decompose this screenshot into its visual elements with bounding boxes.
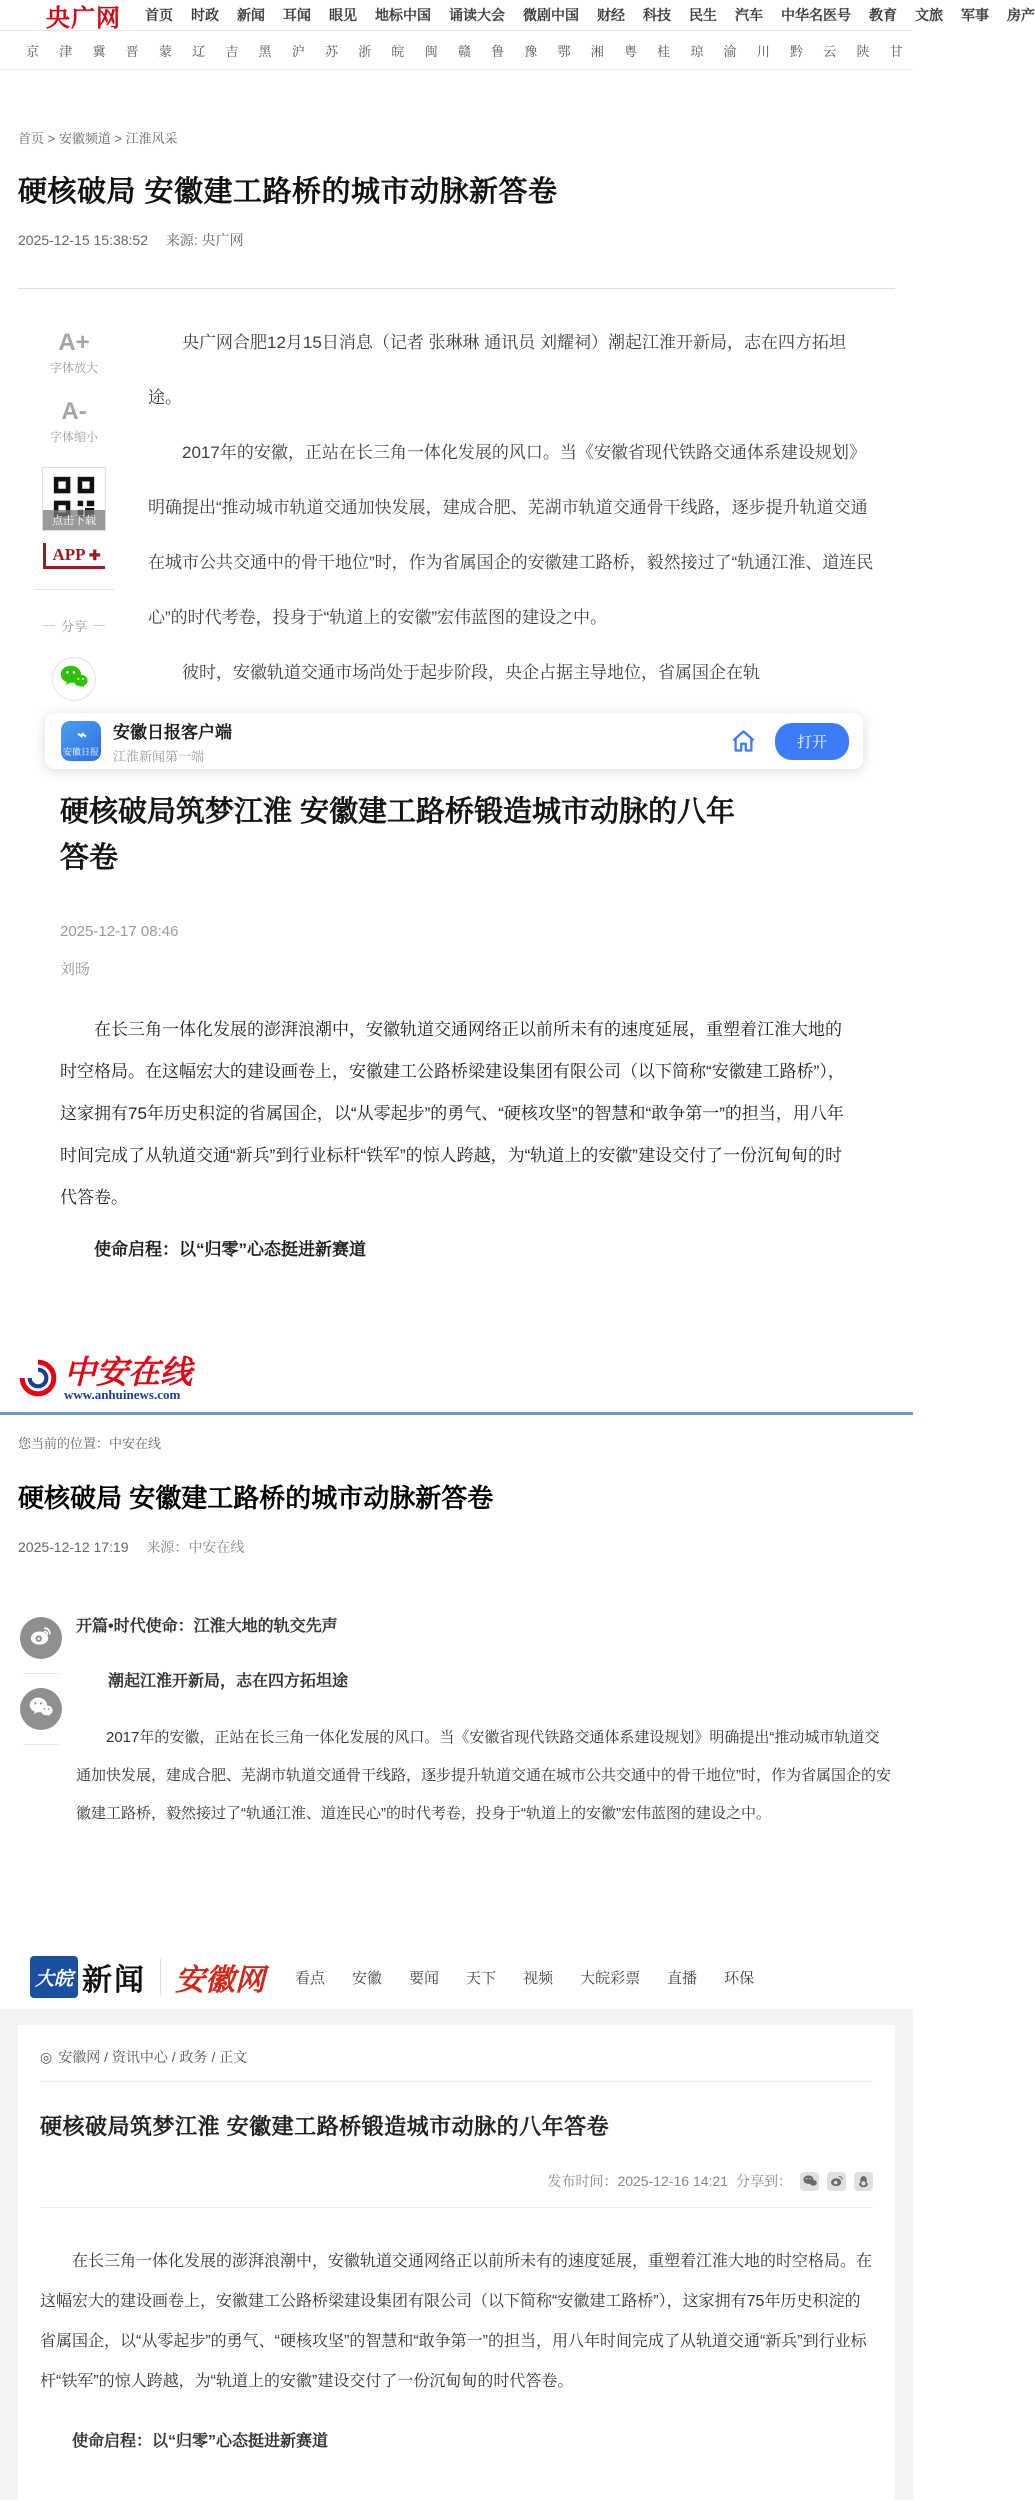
- weibo-share-button[interactable]: [827, 2172, 846, 2191]
- dawan-article-card: [18, 2025, 895, 2505]
- weibo-share-button[interactable]: [20, 1617, 62, 1659]
- anhuinews-logo-text: 中安在线: [64, 1354, 193, 1390]
- dawan-nav-item[interactable]: 大皖彩票: [580, 1969, 641, 1987]
- cnr-nav-item[interactable]: 时政: [191, 7, 219, 23]
- anhui-daily-section: [0, 769, 913, 1340]
- wechat-icon: [29, 1697, 53, 1722]
- anhuinews-url: www.anhuinews.com: [64, 1387, 181, 1402]
- cnr-province-link[interactable]: 鲁: [491, 43, 505, 59]
- sidebar-divider: [34, 589, 114, 590]
- dawan-nav-item[interactable]: 看点: [295, 1969, 326, 1987]
- cnr-nav-item[interactable]: 眼见: [329, 7, 357, 23]
- cnr-province-link[interactable]: 甘: [889, 43, 903, 59]
- cnr-province-nav: [0, 30, 913, 70]
- author: 刘旸: [60, 961, 91, 978]
- cnr-nav-item[interactable]: 军事: [961, 7, 989, 23]
- publish-date: 2025-12-15 15:38:52: [18, 232, 148, 248]
- cnr-nav-item[interactable]: 文旅: [915, 7, 943, 23]
- dawan-nav-item[interactable]: 直播: [667, 1969, 698, 1987]
- section-heading: 开篇•时代使命：江淮大地的轨交先声: [76, 1618, 338, 1635]
- paragraph: 在长三角一体化发展的澎湃浪潮中，安徽轨道交通网络正以前所未有的速度延展，重塑着江淮大地的时空格局。在这幅宏大的建设画卷上，安徽建工公路桥梁建设集团有限公司（以下简称“安徽建工路桥”），这家拥有75年历史积淀的省属国企，以“从零起步”的勇气、“硬核攻坚”的智慧和“敢争第一”的担当，用八年时间完成了从轨道交通“新兵”到行业标杆“铁军”的惊人跨越，为“轨道上的安徽”建设交付了一份沉甸甸的时代答卷。: [40, 2253, 873, 2390]
- cnr-province-link[interactable]: 冀: [92, 43, 106, 59]
- article-meta: [18, 1537, 913, 1557]
- cnr-nav-item[interactable]: 民生: [689, 7, 717, 23]
- cnr-app-logo[interactable]: [43, 543, 104, 569]
- qr-download-label: 点击下载: [43, 510, 105, 530]
- blue-rule: [0, 1412, 913, 1415]
- cnr-nav-item[interactable]: 中华名医号: [781, 7, 851, 23]
- app-slogan: 江淮新闻第一端: [113, 748, 205, 764]
- cnr-province-link[interactable]: 晋: [125, 43, 139, 59]
- publish-date: 2025-12-17 08:46: [60, 923, 179, 940]
- cnr-nav-item[interactable]: 汽车: [735, 7, 763, 23]
- breadcrumb-text: 安徽网 / 资讯中心 / 政务 / 正文: [58, 2049, 248, 2065]
- weibo-icon: [29, 1624, 53, 1653]
- anhuinews-section: [0, 1340, 913, 1945]
- font-minus-icon: A-: [61, 398, 87, 425]
- home-icon[interactable]: [730, 728, 757, 755]
- article-title: 硬核破局筑梦江淮 安徽建工路桥锻造城市动脉的八年答卷: [40, 2114, 610, 2139]
- font-enlarge-button[interactable]: [50, 329, 98, 376]
- cnr-province-link[interactable]: 豫: [524, 43, 538, 59]
- dawan-section: [0, 1945, 913, 2500]
- app-icon-glyph: ⌁: [76, 726, 86, 744]
- dawan-nav-item[interactable]: 安徽: [352, 1969, 383, 1987]
- anhui-daily-app-icon: [61, 721, 101, 761]
- cnr-province-link[interactable]: 津: [59, 43, 73, 59]
- share-label: 分享: [43, 616, 105, 635]
- dawan-nav-item[interactable]: 要闻: [409, 1969, 440, 1987]
- font-plus-label: 字体放大: [49, 361, 98, 375]
- app-download-qr[interactable]: [42, 467, 106, 531]
- logo-divider: [160, 1959, 161, 1995]
- cnr-province-link[interactable]: 桂: [657, 43, 671, 59]
- dawan-logo-box[interactable]: 大皖: [30, 1956, 78, 1998]
- dawan-nav-item[interactable]: 视频: [523, 1969, 554, 1987]
- cnr-province-link[interactable]: 琼: [690, 43, 704, 59]
- font-plus-icon: A+: [58, 329, 90, 356]
- rail-divider: [23, 1673, 59, 1674]
- article-meta: [18, 230, 895, 250]
- rail-divider: [23, 1744, 59, 1745]
- cnr-province-link[interactable]: 黔: [790, 43, 804, 59]
- article-title: 硬核破局 安徽建工路桥的城市动脉新答卷: [18, 1483, 494, 1513]
- cnr-province-link[interactable]: 蒙: [158, 43, 172, 59]
- cnr-province-link[interactable]: 沪: [291, 43, 305, 59]
- wechat-icon: [60, 665, 88, 693]
- sub-heading: 潮起江淮开新局，志在四方拓坦途: [108, 1673, 349, 1690]
- paragraph: 央广网合肥12月15日消息（记者 张琳琳 通讯员 刘耀祠）潮起江淮开新局，志在四方拓坦途。: [148, 333, 846, 407]
- cnr-top-nav: [0, 0, 1035, 32]
- qq-share-button[interactable]: [854, 2172, 873, 2191]
- paragraph: 彼时，安徽轨道交通市场尚处于起步阶段，央企占据主导地位，省属国企在轨: [182, 663, 760, 682]
- breadcrumb[interactable]: [40, 2039, 873, 2082]
- cnr-province-link[interactable]: 黑: [258, 43, 272, 59]
- cnr-province-link[interactable]: 粤: [623, 43, 637, 59]
- dawan-header: [0, 1945, 913, 2009]
- cnr-province-link[interactable]: 渝: [723, 43, 737, 59]
- paragraph: 2017年的安徽，正站在长三角一体化发展的风口。当《安徽省现代铁路交通体系建设规划》明确提出“推动城市轨道交通加快发展，建成合肥、芜湖市轨道交通骨干线路，逐步提升轨道交通在城市公共交通中的骨干地位”时，作为省属国企的安徽建工路桥，毅然接过了“轨通江淮、道连民心”的时代考卷，投身于“轨道上的安徽”宏伟蓝图的建设之中。: [76, 1729, 892, 1822]
- cnr-nav-item[interactable]: 教育: [869, 7, 897, 23]
- article-meta: [40, 2171, 873, 2208]
- paragraph: 2017年的安徽，正站在长三角一体化发展的风口。当《安徽省现代铁路交通体系建设规划》明确提出“推动城市轨道交通加快发展，建成合肥、芜湖市轨道交通骨干线路，逐步提升轨道交通在城市公共交通中的骨干地位”时，作为省属国企的安徽建工路桥，毅然接过了“轨通江淮、道连民心”的时代考卷，投身于“轨道上的安徽”宏伟蓝图的建设之中。: [148, 443, 874, 627]
- dawan-nav: [295, 1967, 754, 1988]
- cnr-province-link[interactable]: 湘: [590, 43, 604, 59]
- breadcrumb[interactable]: 首页 > 安徽频道 > 江淮风采: [18, 131, 178, 146]
- open-app-button[interactable]: 打开: [775, 723, 849, 760]
- cnr-logo[interactable]: 央广网: [46, 5, 121, 32]
- app-logo-text: APP: [52, 545, 85, 564]
- cnr-province-link[interactable]: 皖: [391, 43, 405, 59]
- plus-icon: ✚: [88, 549, 101, 564]
- cnr-province-link[interactable]: 鄂: [557, 43, 571, 59]
- location-breadcrumb[interactable]: 您当前的位置：中安在线: [18, 1436, 162, 1451]
- cnr-nav-item[interactable]: 耳闻: [283, 7, 311, 23]
- section-heading: 使命启程：以“归零”心态挺进新赛道: [94, 1240, 366, 1259]
- cnr-province-link[interactable]: 辽: [192, 43, 206, 59]
- cnr-nav-item[interactable]: 房产: [1007, 7, 1035, 23]
- source: 来源：中安在线: [146, 1539, 245, 1555]
- article-body: [0, 1613, 913, 1833]
- source: 来源: 央广网: [165, 232, 244, 248]
- cnr-sidebar: [18, 289, 130, 701]
- cnr-nav-item[interactable]: 诵读大会: [449, 7, 505, 23]
- anhuinews-swirl-icon: [18, 1358, 58, 1403]
- cnr-province-link[interactable]: 京: [26, 43, 40, 59]
- article-title: 硬核破局筑梦江淮 安徽建工路桥锻造城市动脉的八年答卷: [60, 796, 736, 874]
- cnr-province-link[interactable]: 浙: [358, 43, 372, 59]
- paragraph: 在长三角一体化发展的澎湃浪潮中，安徽轨道交通网络正以前所未有的速度延展，重塑着江淮大地的时空格局。在这幅宏大的建设画卷上，安徽建工公路桥梁建设集团有限公司（以下简称“安徽建工路桥”），这家拥有75年历史积淀的省属国企，以“从零起步”的勇气、“硬核攻坚”的智慧和“敢争第一”的担当，用八年时间完成了从轨道交通“新兵”到行业标杆“铁军”的惊人跨越，为“轨道上的安徽”建设交付了一份沉甸甸的时代答卷。: [60, 1020, 845, 1207]
- cnr-nav-links: [145, 5, 1035, 25]
- cnr-province-link[interactable]: 陕: [856, 43, 870, 59]
- publish-date: 2025-12-12 17:19: [18, 1539, 129, 1555]
- app-icon-text: 安徽日报: [62, 746, 99, 757]
- cnr-province-link[interactable]: 吉: [225, 43, 239, 59]
- cnr-nav-item[interactable]: 首页: [145, 7, 173, 23]
- cnr-article-content: [130, 289, 895, 701]
- anhuiwang-logo[interactable]: 安徽网: [175, 1964, 265, 1997]
- cnr-province-link[interactable]: 云: [823, 43, 837, 59]
- share-to-label: 分享到：: [736, 2173, 792, 2189]
- cnr-section: [0, 0, 1035, 713]
- app-open-banner[interactable]: [45, 713, 863, 769]
- wechat-share-button[interactable]: [800, 2172, 819, 2191]
- cnr-province-link[interactable]: 川: [756, 43, 770, 59]
- app-name: 安徽日报客户端: [113, 722, 232, 742]
- page-title: 硬核破局 安徽建工路桥的城市动脉新答卷: [18, 176, 558, 208]
- dawan-nav-item[interactable]: 天下: [466, 1969, 497, 1987]
- target-icon: ◎: [40, 2048, 53, 2065]
- cnr-nav-item[interactable]: 微剧中国: [523, 7, 579, 23]
- cnr-province-link[interactable]: 苏: [324, 43, 338, 59]
- cnr-article-page: [0, 70, 913, 701]
- dawan-nav-item[interactable]: 环保: [724, 1969, 755, 1987]
- cnr-province-link[interactable]: 赣: [457, 43, 471, 59]
- dawan-logo-suffix[interactable]: 新闻: [82, 1964, 146, 1997]
- cnr-nav-item[interactable]: 地标中国: [375, 7, 431, 23]
- font-shrink-button[interactable]: [50, 398, 98, 445]
- article-body-wrap: [18, 288, 895, 701]
- anhuinews-logo[interactable]: [0, 1340, 913, 1412]
- cnr-nav-item[interactable]: 新闻: [237, 7, 265, 23]
- wechat-share-button[interactable]: [20, 1688, 62, 1730]
- cnr-nav-item[interactable]: 科技: [643, 7, 671, 23]
- dawan-body-bg: [0, 2009, 913, 2505]
- font-minus-label: 字体缩小: [49, 430, 98, 444]
- section-heading: 使命启程：以“归零”心态挺进新赛道: [72, 2433, 329, 2450]
- wechat-share-button[interactable]: [52, 657, 96, 701]
- cnr-province-link[interactable]: 闽: [424, 43, 438, 59]
- publish-date: 发布时间：2025-12-16 14:21: [547, 2173, 728, 2189]
- app-banner-info: [113, 718, 730, 765]
- cnr-nav-item[interactable]: 财经: [597, 7, 625, 23]
- share-rail: [20, 1617, 62, 1759]
